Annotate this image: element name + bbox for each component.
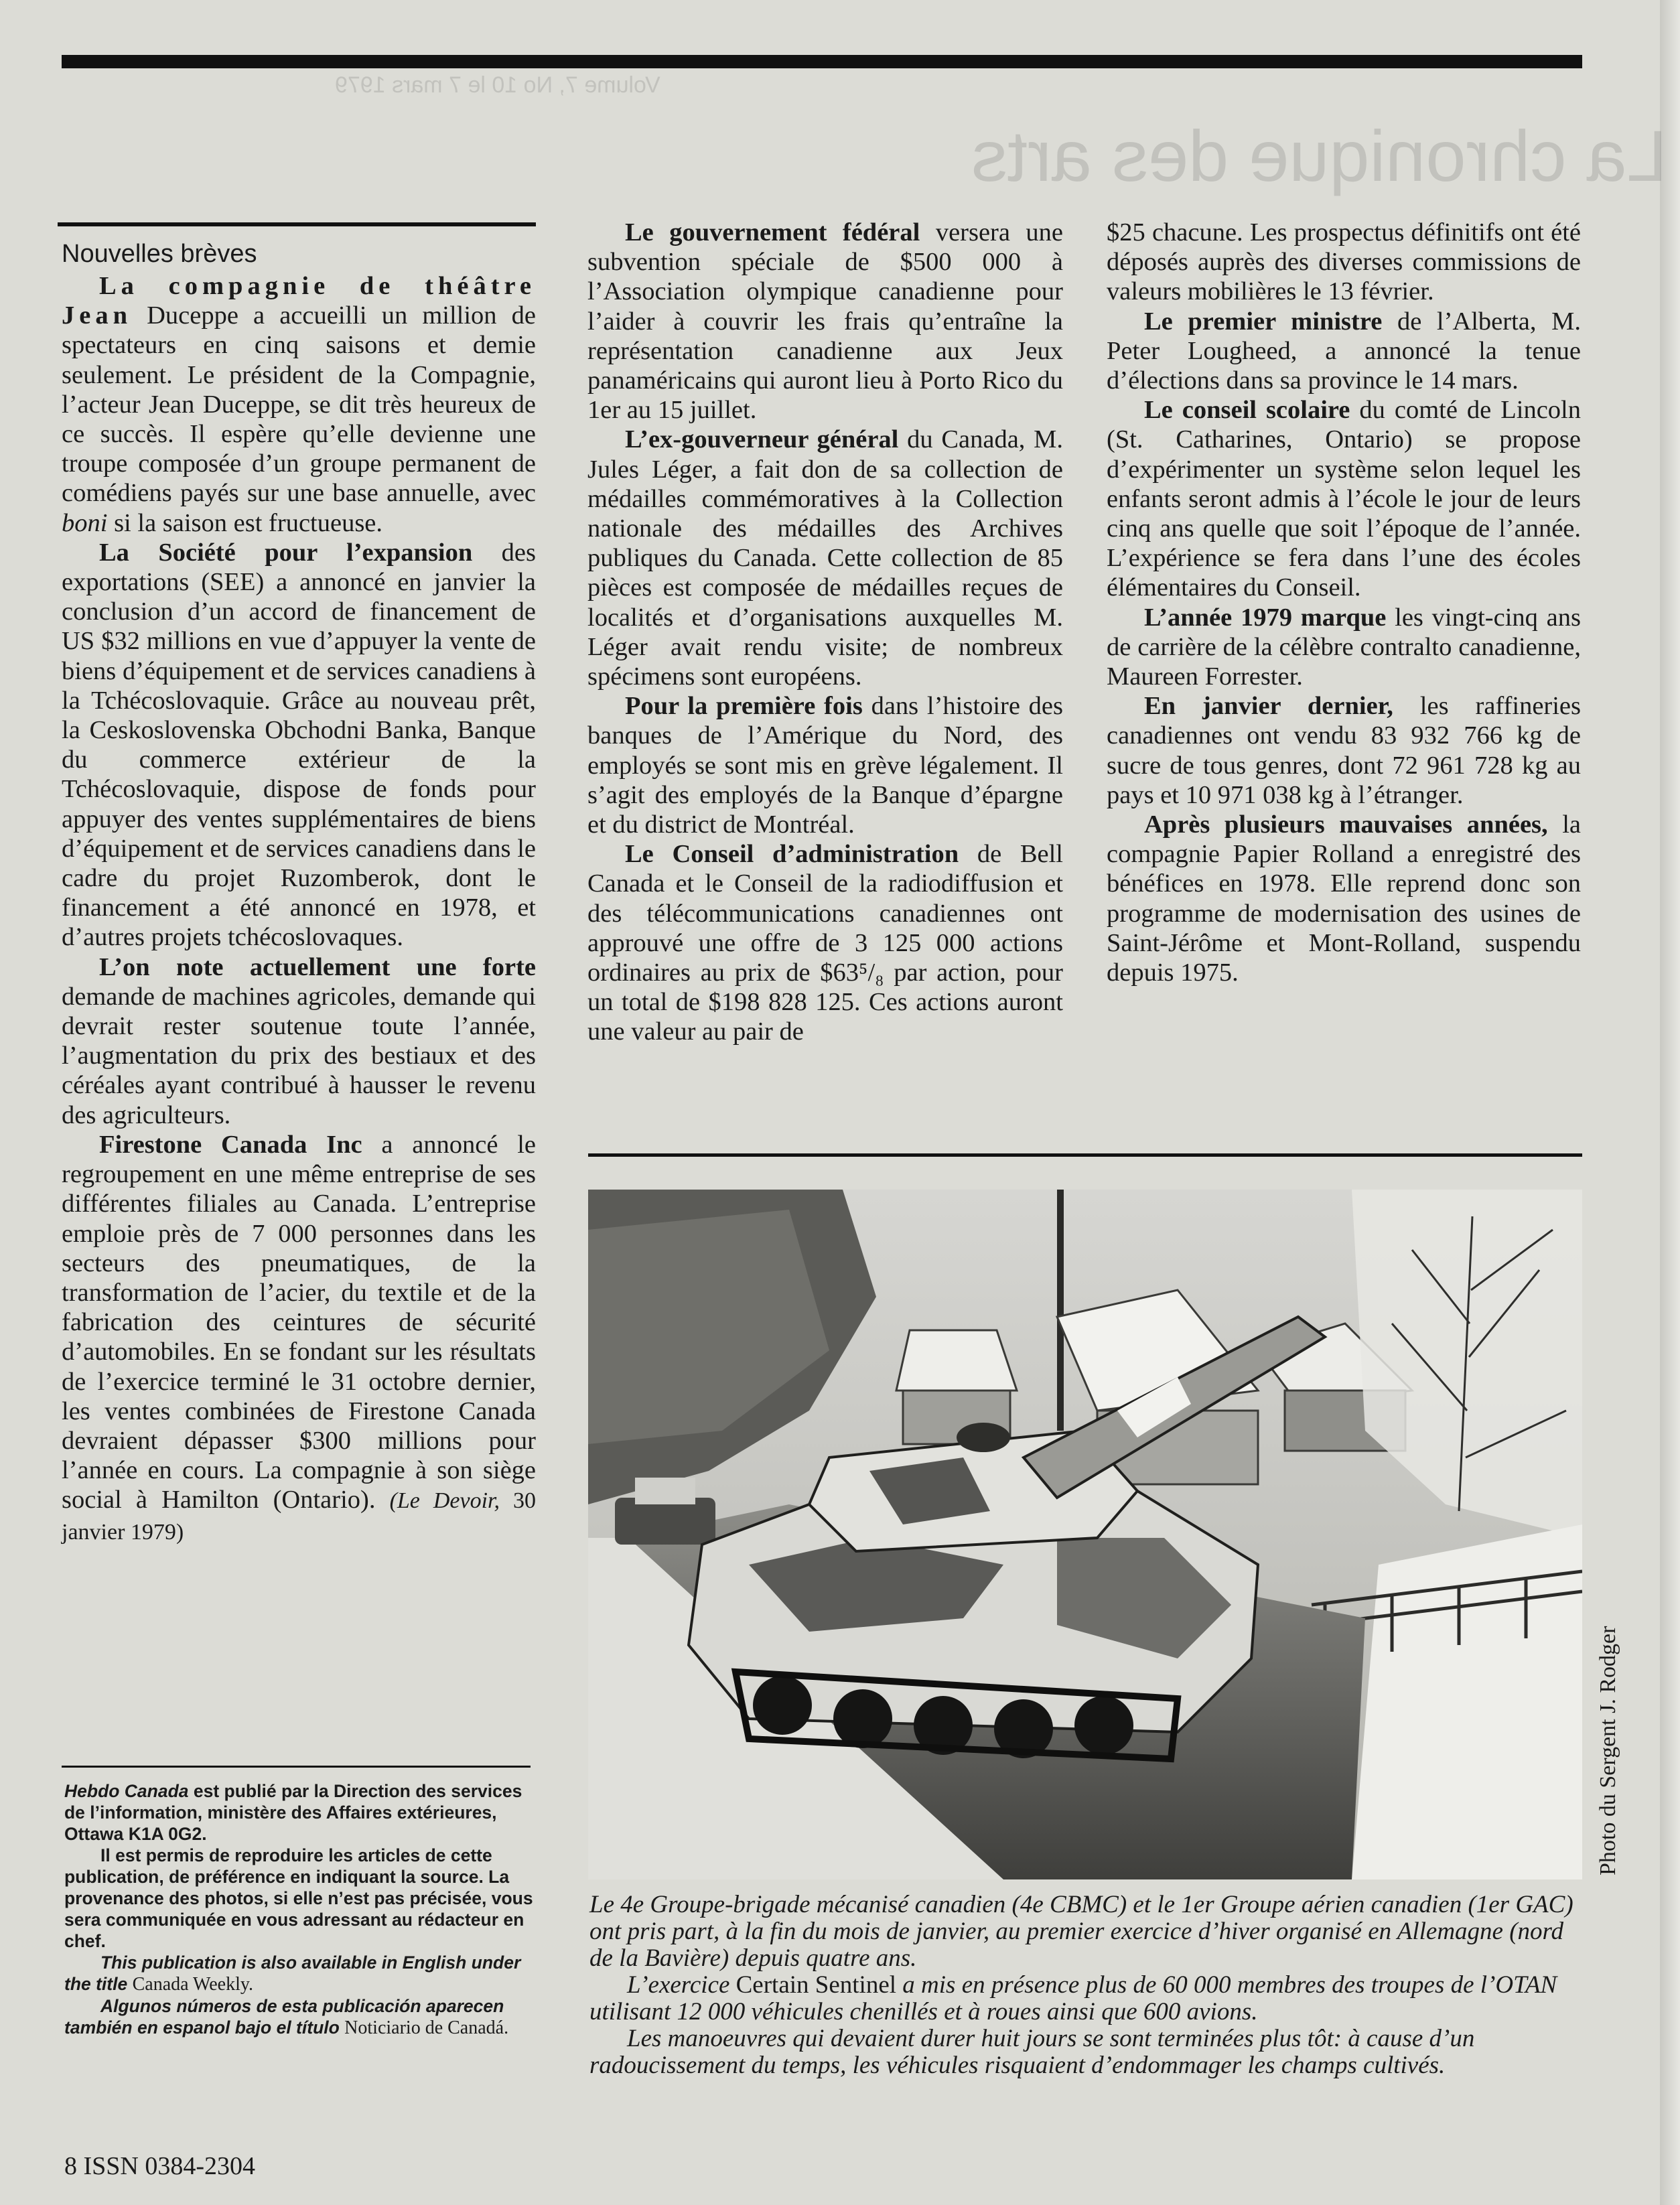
- colophon-spanish: Algunos números de esta publicación aparecen también en espanol bajo el título Noticiario de Canadá.: [64, 1996, 509, 2038]
- column-2: [587, 218, 1063, 1047]
- photo-caption: [589, 1892, 1588, 2079]
- colophon-publisher: Hebdo Canada est publié par la Direction des services de l’information, ministère des Affaires extérieures, Ottawa K1A 0G2.: [64, 1781, 522, 1844]
- colophon-reproduction: Il est permis de reproduire les articles de cette publication, de préférence en indiquant la source. La provenance des photos, si elle n’est pas précisée, vous sera communiquée en vous adressant au rédacteur en chef.: [64, 1845, 533, 1951]
- top-rule: [62, 55, 1582, 68]
- brief-bell-continued: $25 chacune. Les prospectus définitifs ont été déposés auprès des diverses commissions de valeurs mobilières le 13 février.: [1107, 218, 1581, 306]
- caption-paragraph-3: Les manoeuvres qui devaient durer huit jours se sont terminées plus tôt: à cause d’un radoucissement du temps, les véhicules risquaient d’endommager les champs cultivés.: [589, 2025, 1475, 2079]
- brief-firestone: Firestone Canada Inc a annoncé le regroupement en une même entreprise de ses différentes filiales au Canada. L’entreprise emploie près de 7 000 personnes dans les secteurs des pneumatiques, de la transformation de l’acier, du textile et de la fabrication des ceintures de sécurité d’automobiles. En se fondant sur les résultats de l’exercice terminé le 31 octobre dernier, les ventes combinées de Firestone Canada devraient dépasser $300 millions pour l’année en cours. La compagnie à son siège social à Hamilton (Ontario). (Le Devoir, 30 janvier 1979): [62, 1130, 537, 1545]
- page-footer: [64, 2151, 255, 2181]
- column-1: [62, 271, 536, 1547]
- tank-illustration: [588, 1190, 1582, 1879]
- brief-theatre: La compagnie de théâtre Jean Duceppe a accueilli un million de spectateurs en cinq saisons et demie seulement. Le président de la Compagnie, l’acteur Jean Duceppe, se dit très heureux de ce succès. Il espère qu’elle devienne une troupe composée d’un groupe permanent de comédiens payés sur une base annuelle, avec boni si la saison est fructueuse.: [62, 272, 536, 537]
- show-through-title: La chronique des arts: [971, 115, 1667, 196]
- brief-forrester: L’année 1979 marque les vingt-cinq ans de carrière de la célèbre contralto canadienne, Maureen Forrester.: [1107, 603, 1581, 691]
- colophon-rule: [62, 1766, 531, 1768]
- brief-rolland: Après plusieurs mauvaises années, la compagnie Papier Rolland a enregistré des bénéfices en 1978. Elle reprend donc son programme de modernisation des usines de Saint-Jérôme et Mont-Rolland, suspendu depuis 1975.: [1107, 810, 1581, 987]
- caption-paragraph-2: L’exercice Certain Sentinel a mis en présence plus de 60 000 membres des troupes de l’OTAN utilisant 12 000 véhicules chenillés et à roues ainsi que 600 avions.: [589, 1971, 1557, 2025]
- brief-leger: L’ex-gouverneur général du Canada, M. Jules Léger, a fait don de sa collection de médailles commémoratives à la Collection nationale des médailles des Archives publiques du Canada. Cette collection de 85 pièces est composée de médailles reçues de localités et d’organisations auxquelles M. Léger avait rendu visite; de nombreux spécimens sont européens.: [587, 425, 1063, 691]
- photo-rule: [588, 1153, 1582, 1157]
- caption-paragraph-1: Le 4e Groupe-brigade mécanisé canadien (4e CBMC) et le 1er Groupe aérien canadien (1er GAC) ont pris part, à la fin du mois de janvier, au premier exercice d’hiver organisé en Allemagne (nord de la Bavière) depuis quatre ans.: [589, 1891, 1573, 1972]
- brief-sugar: En janvier dernier, les raffineries canadiennes ont vendu 83 932 766 kg de sucre de tous genres, dont 72 961 728 kg au pays et 10 971 038 kg à l’étranger.: [1107, 692, 1581, 809]
- utility-pole: [1057, 1190, 1064, 1431]
- colophon-english: This publication is also available in English under the title Canada Weekly.: [64, 1952, 521, 1995]
- show-through-meta: Volume 7, No 10 le 7 mars 1979: [335, 72, 660, 98]
- section-heading: Nouvelles brèves: [62, 240, 257, 268]
- brief-see: La Société pour l’expansion des exportations (SEE) a annoncé en janvier la conclusion d’un accord de financement de US $32 millions en vue d’appuyer la vente de biens d’équipement et de services canadiens à la Tchécoslovaquie. Grâce au nouveau prêt, la Ceskoslovenska Obchodni Banka, Banque du commerce extérieur de la Tchécoslovaquie, dispose de fonds pour appuyer des ventes supplémentaires de biens d’équipement et de services canadiens dans le cadre du projet Ruzomberok, dont le financement a été annoncé en 1978, et d’autres projets tchécoslovaques.: [62, 538, 536, 952]
- tank-photo: [588, 1190, 1582, 1879]
- brief-bank-strike: Pour la première fois dans l’histoire des banques de l’Amérique du Nord, des employés se sont mis en grève légalement. Il s’agit des employés de la Banque d’épargne et du district de Montréal.: [587, 692, 1064, 839]
- page-edge: [1660, 0, 1680, 2205]
- brief-bell: Le Conseil d’administration de Bell Canada et le Conseil de la radiodiffusion et des télécommunications canadiennes ont approuvé une offre de 3 125 000 actions ordinaires au prix de $63⁵/₈ par action, pour un total de $198 828 125. Ces actions auront une valeur au pair de: [587, 840, 1063, 1046]
- house-roof: [896, 1330, 1017, 1391]
- brief-agriculture: L’on note actuellement une forte demande de machines agricoles, demande qui devrait rester soutenue toute l’année, l’augmentation du prix des bestiaux et des céréales ayant contribué à hausser le revenu des agriculteurs.: [62, 952, 536, 1129]
- section-rule: [58, 222, 536, 226]
- colophon: [64, 1780, 533, 2039]
- column-3: [1107, 218, 1581, 987]
- photo-credit: Photo du Sergent J. Rodger: [1596, 1626, 1620, 1875]
- brief-school-board: Le conseil scolaire du comté de Lincoln (St. Catharines, Ontario) se propose d’expérimenter un système selon lequel les enfants seront admis à l’école le jour de leurs cinq ans quelle que soit l’époque de l’année. L’expérience se fera dans l’une des écoles élémentaires du Conseil.: [1107, 396, 1581, 602]
- issn: ISSN 0384-2304: [83, 2152, 256, 2180]
- brief-federal-grant: Le gouvernement fédéral versera une subvention spéciale de $500 000 à l’Association olympique canadienne pour l’aider à couvrir les frais qu’entraîne la représentation canadienne aux Jeux panaméricains qui auront lieu à Porto Rico du 1er au 15 juillet.: [587, 218, 1063, 425]
- brief-lougheed: Le premier ministre de l’Alberta, M. Peter Lougheed, a annoncé la tenue d’élections dans sa province le 14 mars.: [1107, 307, 1581, 395]
- page-number: 8: [64, 2152, 77, 2180]
